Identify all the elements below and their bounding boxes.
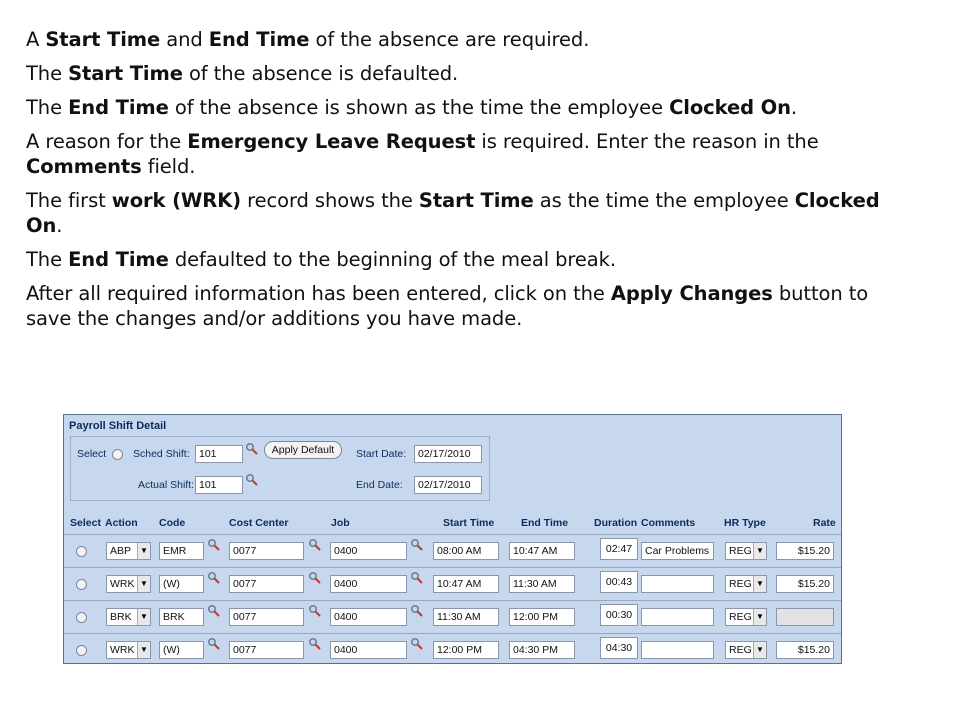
table-row <box>64 534 841 565</box>
action-value: ABP <box>110 545 132 557</box>
apply-default-button[interactable]: Apply Default <box>264 441 342 459</box>
end-time-field[interactable]: 11:30 AM <box>509 575 575 593</box>
action-value: WRK <box>110 644 135 656</box>
chevron-down-icon[interactable]: ▼ <box>137 576 150 592</box>
cost-center-field[interactable]: 0077 <box>229 575 304 593</box>
instruction-emphasis: End Time <box>68 248 169 271</box>
job-field[interactable]: 0400 <box>330 608 407 626</box>
job-field[interactable]: 0400 <box>330 542 407 560</box>
magnifier-icon[interactable] <box>207 604 221 618</box>
rate-field[interactable]: $15.20 <box>776 542 834 560</box>
duration-field[interactable]: 00:30 <box>600 604 638 626</box>
actual-shift-field[interactable]: 101 <box>195 476 243 494</box>
col-select: Select <box>70 517 101 529</box>
magnifier-icon[interactable] <box>245 442 259 456</box>
instruction-paragraph <box>26 281 896 331</box>
instruction-text: of the absence is defaulted. <box>182 62 459 85</box>
col-comments: Comments <box>641 517 696 529</box>
magnifier-icon[interactable] <box>308 571 322 585</box>
hr-type-select[interactable] <box>725 542 767 560</box>
table-row <box>64 567 841 598</box>
table-row <box>64 600 841 631</box>
cost-center-field[interactable]: 0077 <box>229 641 304 659</box>
cost-center-field[interactable]: 0077 <box>229 608 304 626</box>
action-select[interactable] <box>106 542 151 560</box>
duration-field[interactable]: 00:43 <box>600 571 638 593</box>
start-date-label: Start Date: <box>356 448 407 460</box>
comments-field[interactable] <box>641 608 714 626</box>
instruction-emphasis: Emergency Leave Request <box>187 130 476 153</box>
instruction-text: field. <box>141 155 196 178</box>
instruction-paragraph <box>26 247 896 272</box>
action-select[interactable] <box>106 641 151 659</box>
chevron-down-icon[interactable]: ▼ <box>137 543 150 559</box>
duration-field[interactable]: 04:30 <box>600 637 638 659</box>
start-date-field[interactable]: 02/17/2010 <box>414 445 482 463</box>
action-select[interactable] <box>106 575 151 593</box>
chevron-down-icon[interactable]: ▼ <box>137 609 150 625</box>
instruction-text: of the absence are required. <box>309 28 590 51</box>
col-code: Code <box>159 517 186 529</box>
row-select-radio[interactable] <box>76 579 87 590</box>
hr-type-value: REG <box>729 644 752 656</box>
code-field[interactable]: (W) <box>159 641 204 659</box>
payroll-shift-detail-panel <box>63 414 842 664</box>
instruction-text: . <box>56 214 63 237</box>
action-select[interactable] <box>106 608 151 626</box>
magnifier-icon[interactable] <box>410 604 424 618</box>
col-action: Action <box>105 517 138 529</box>
code-field[interactable]: (W) <box>159 575 204 593</box>
instruction-text: The <box>26 62 69 85</box>
instruction-emphasis: Start Time <box>418 189 534 212</box>
instruction-text: A <box>26 28 46 51</box>
hr-type-value: REG <box>729 578 752 590</box>
instructions <box>26 27 896 340</box>
instruction-text: The <box>26 96 69 119</box>
hr-type-select[interactable] <box>725 608 767 626</box>
magnifier-icon[interactable] <box>207 637 221 651</box>
chevron-down-icon[interactable]: ▼ <box>753 543 766 559</box>
sched-shift-label: Sched Shift: <box>133 448 190 460</box>
instruction-text: of the absence is shown as the time the employee <box>168 96 670 119</box>
duration-field[interactable]: 02:47 <box>600 538 638 560</box>
hr-type-value: REG <box>729 611 752 623</box>
instruction-emphasis: Clocked On <box>26 189 880 237</box>
chevron-down-icon[interactable]: ▼ <box>753 576 766 592</box>
shift-select-radio[interactable] <box>112 449 123 460</box>
instruction-text: defaulted to the beginning of the meal break. <box>168 248 616 271</box>
row-select-radio[interactable] <box>76 645 87 656</box>
instruction-paragraph <box>26 95 896 120</box>
action-value: BRK <box>110 611 132 623</box>
col-rate: Rate <box>813 517 836 529</box>
instruction-paragraph <box>26 188 896 238</box>
magnifier-icon[interactable] <box>207 538 221 552</box>
instruction-paragraph <box>26 61 896 86</box>
col-hr-type: HR Type <box>724 517 766 529</box>
instruction-paragraph <box>26 129 896 179</box>
start-time-field[interactable]: 11:30 AM <box>433 608 499 626</box>
instruction-text: After all required information has been entered, click on the <box>26 282 611 305</box>
instruction-text: A reason for the <box>26 130 188 153</box>
comments-field[interactable] <box>641 575 714 593</box>
instruction-emphasis: work (WRK) <box>111 189 242 212</box>
instruction-text: button to save the changes and/or additions you have made. <box>26 282 869 330</box>
action-value: WRK <box>110 578 135 590</box>
magnifier-icon[interactable] <box>308 604 322 618</box>
instruction-text: . <box>790 96 797 119</box>
instruction-text: The <box>26 248 69 271</box>
instruction-emphasis: Comments <box>26 155 142 178</box>
sched-shift-field[interactable]: 101 <box>195 445 243 463</box>
end-time-field[interactable]: 12:00 PM <box>509 608 575 626</box>
instruction-emphasis: Start Time <box>68 62 183 85</box>
code-field[interactable]: BRK <box>159 608 204 626</box>
instruction-paragraph <box>26 27 896 52</box>
instruction-emphasis: Apply Changes <box>610 282 773 305</box>
table-row <box>64 633 841 664</box>
row-select-radio[interactable] <box>76 612 87 623</box>
magnifier-icon[interactable] <box>245 473 259 487</box>
panel-title: Payroll Shift Detail <box>69 420 167 432</box>
job-field[interactable]: 0400 <box>330 575 407 593</box>
hr-type-select[interactable] <box>725 641 767 659</box>
end-time-field[interactable]: 10:47 AM <box>509 542 575 560</box>
hr-type-value: REG <box>729 545 752 557</box>
instruction-emphasis: Start Time <box>45 28 161 51</box>
row-select-radio[interactable] <box>76 546 87 557</box>
end-date-label: End Date: <box>356 479 403 491</box>
start-time-field[interactable]: 10:47 AM <box>433 575 499 593</box>
start-time-field[interactable]: 08:00 AM <box>433 542 499 560</box>
instruction-text: record shows the <box>241 189 419 212</box>
rate-field[interactable]: $15.20 <box>776 641 834 659</box>
comments-field[interactable]: Car Problems <box>641 542 714 560</box>
instruction-text: The first <box>26 189 112 212</box>
magnifier-icon[interactable] <box>410 571 424 585</box>
magnifier-icon[interactable] <box>410 637 424 651</box>
start-time-field[interactable]: 12:00 PM <box>433 641 499 659</box>
magnifier-icon[interactable] <box>308 637 322 651</box>
end-date-field[interactable]: 02/17/2010 <box>414 476 482 494</box>
instruction-text: as the time the employee <box>533 189 795 212</box>
job-field[interactable]: 0400 <box>330 641 407 659</box>
end-time-field[interactable]: 04:30 PM <box>509 641 575 659</box>
instruction-text: is required. Enter the reason in the <box>475 130 819 153</box>
chevron-down-icon[interactable]: ▼ <box>753 609 766 625</box>
select-label: Select <box>77 448 107 460</box>
col-job: Job <box>331 517 350 529</box>
hr-type-select[interactable] <box>725 575 767 593</box>
rate-field[interactable] <box>776 608 834 626</box>
magnifier-icon[interactable] <box>308 538 322 552</box>
chevron-down-icon[interactable]: ▼ <box>753 642 766 658</box>
instruction-text: and <box>160 28 209 51</box>
cost-center-field[interactable]: 0077 <box>229 542 304 560</box>
instruction-emphasis: End Time <box>68 96 169 119</box>
comments-field[interactable] <box>641 641 714 659</box>
magnifier-icon[interactable] <box>207 571 221 585</box>
actual-shift-label: Actual Shift: <box>138 479 195 491</box>
col-duration: Duration <box>594 517 638 529</box>
magnifier-icon[interactable] <box>410 538 424 552</box>
col-end-time: End Time <box>521 517 569 529</box>
instruction-emphasis: Clocked On <box>669 96 791 119</box>
col-cost-center: Cost Center <box>229 517 289 529</box>
col-start-time: Start Time <box>443 517 495 529</box>
code-field[interactable]: EMR <box>159 542 204 560</box>
instruction-emphasis: End Time <box>208 28 310 51</box>
rate-field[interactable]: $15.20 <box>776 575 834 593</box>
chevron-down-icon[interactable]: ▼ <box>137 642 150 658</box>
